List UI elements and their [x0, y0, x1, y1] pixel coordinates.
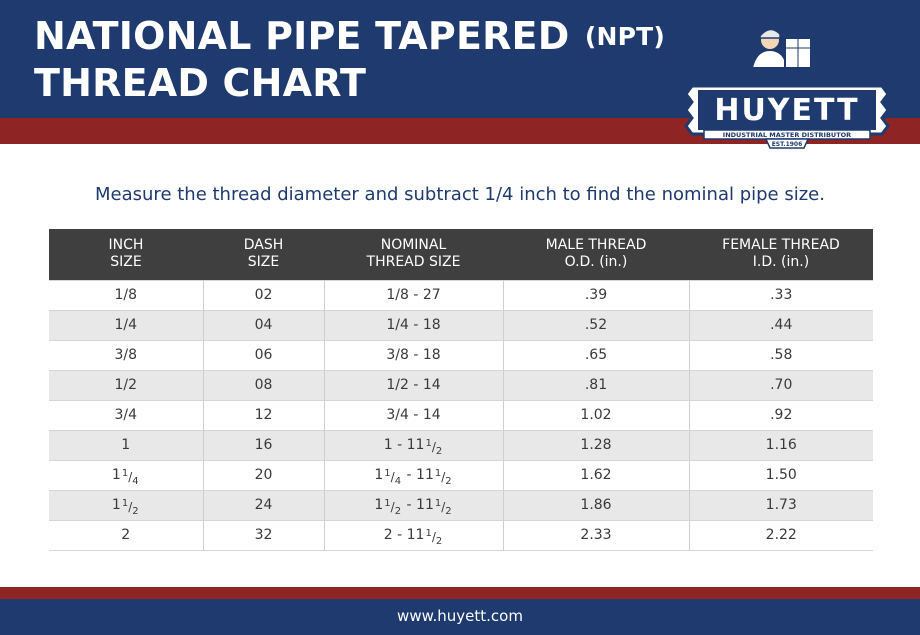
table-cell: 1/2: [49, 370, 203, 400]
table-body: [49, 280, 873, 550]
table-cell: 16: [203, 430, 324, 460]
table-header: [49, 229, 873, 280]
column-header-line: SIZE: [247, 254, 280, 271]
table-row: [49, 310, 873, 340]
table-row: [49, 340, 873, 370]
table-cell: 2: [49, 520, 203, 550]
table-cell: .44: [689, 310, 873, 340]
table-row: [49, 280, 873, 310]
table-cell: 3/4: [49, 400, 203, 430]
logo-tagline-text: INDUSTRIAL MASTER DISTRIBUTOR: [722, 131, 852, 139]
column-header-line: I.D. (in.): [752, 254, 810, 271]
table-row: [49, 370, 873, 400]
table-cell: 1: [49, 430, 203, 460]
column-header: [49, 229, 203, 280]
table-cell: 1.02: [503, 400, 689, 430]
table-cell: 1.50: [689, 460, 873, 490]
column-header-line: DASH: [243, 237, 284, 254]
column-header-line: SIZE: [110, 254, 142, 271]
column-header: [324, 229, 503, 280]
table-cell: 3/8: [49, 340, 203, 370]
column-header: [203, 229, 324, 280]
table-cell: 1.73: [689, 490, 873, 520]
table-cell: .33: [689, 280, 873, 310]
table-cell: 08: [203, 370, 324, 400]
table-cell: .39: [503, 280, 689, 310]
instruction-text: Measure the thread diameter and subtract 1/4 inch to find the nominal pipe size.: [95, 184, 825, 205]
table-cell: 1/4 - 18: [324, 310, 503, 340]
table-cell: 06: [203, 340, 324, 370]
table-row: [49, 430, 873, 460]
table-cell: 1 1 / 2: [49, 490, 203, 520]
huyett-logo: [682, 24, 892, 152]
table-row: [49, 490, 873, 520]
table-row: [49, 400, 873, 430]
table-row: [49, 460, 873, 490]
logo-brand-text: HUYETT: [714, 93, 860, 128]
mascot-icon: [752, 29, 811, 68]
footer-red-stripe: [0, 587, 920, 599]
table-header-row: [49, 229, 873, 280]
table-cell: 3/8 - 18: [324, 340, 503, 370]
column-header-line: FEMALE THREAD: [722, 237, 840, 254]
table-cell: 1/8 - 27: [324, 280, 503, 310]
table-cell: 2 - 11 1 / 2: [324, 520, 503, 550]
table-cell: .65: [503, 340, 689, 370]
table-cell: 1/4: [49, 310, 203, 340]
title-line-1: [34, 13, 665, 60]
table-cell: .81: [503, 370, 689, 400]
table-cell: .70: [689, 370, 873, 400]
table-cell: .52: [503, 310, 689, 340]
logo-trademark-text: TRADEMARK: [768, 79, 806, 86]
table-cell: 1.16: [689, 430, 873, 460]
table-cell: 1.86: [503, 490, 689, 520]
table-cell: 24: [203, 490, 324, 520]
table-cell: 1 1 / 4 - 11 1 / 2: [324, 460, 503, 490]
table-row: [49, 520, 873, 550]
table-cell: 1 - 11 1 / 2: [324, 430, 503, 460]
table-cell: 04: [203, 310, 324, 340]
column-header-line: NOMINAL: [380, 237, 447, 254]
table-cell: 1.28: [503, 430, 689, 460]
table-cell: 1 1 / 4: [49, 460, 203, 490]
table-cell: 12: [203, 400, 324, 430]
column-header-line: MALE THREAD: [545, 237, 647, 254]
title-npt-text: (NPT): [584, 22, 666, 51]
footer-url: www.huyett.com: [397, 607, 523, 625]
table-cell: 1/8: [49, 280, 203, 310]
column-header-line: THREAD SIZE: [366, 254, 461, 271]
table-cell: 2.33: [503, 520, 689, 550]
table-cell: 02: [203, 280, 324, 310]
table-cell: 20: [203, 460, 324, 490]
column-header: [689, 229, 873, 280]
table-cell: 1 1 / 2 - 11 1 / 2: [324, 490, 503, 520]
npt-thread-table: [49, 229, 873, 551]
title-line-2: THREAD CHART: [34, 61, 367, 105]
table-cell: .58: [689, 340, 873, 370]
logo-established-text: EST.1906: [771, 141, 803, 148]
table-cell: 2.22: [689, 520, 873, 550]
table-cell: 3/4 - 14: [324, 400, 503, 430]
column-header-line: INCH: [108, 237, 144, 254]
column-header: [503, 229, 689, 280]
table-cell: 32: [203, 520, 324, 550]
column-header-line: O.D. (in.): [564, 254, 628, 271]
table-cell: 1/2 - 14: [324, 370, 503, 400]
table-cell: 1.62: [503, 460, 689, 490]
page-title: [34, 13, 665, 106]
table-cell: .92: [689, 400, 873, 430]
title-main-text: NATIONAL PIPE TAPERED: [34, 14, 570, 58]
